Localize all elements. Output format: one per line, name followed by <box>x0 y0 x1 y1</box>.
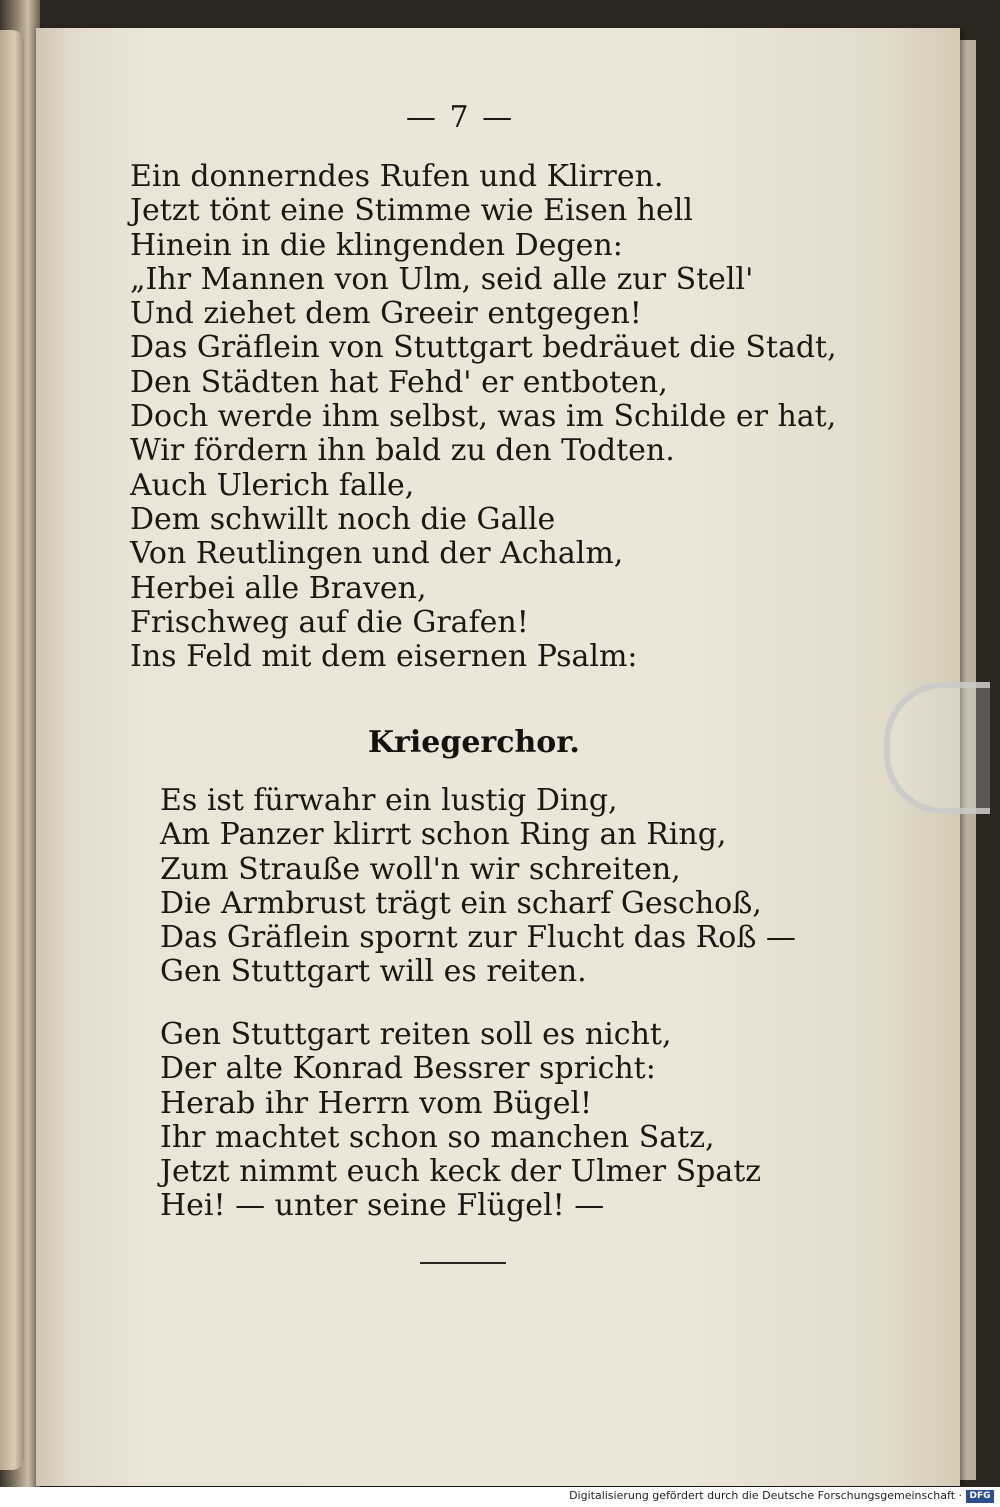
verse-line: Ihr machtet schon so manchen Satz, <box>160 1119 715 1155</box>
end-divider <box>420 1262 506 1264</box>
verse-line: Den Städten hat Fehd' er entboten, <box>130 364 668 400</box>
verse-line: Wir fördern ihn bald zu den Todten. <box>130 433 675 469</box>
poem-part-1 <box>130 159 837 675</box>
verse-line: Auch Ulerich falle, <box>130 467 415 503</box>
verse-line: Das Gräflein von Stuttgart bedräuet die Stadt, <box>130 330 837 366</box>
verse-line: Jetzt tönt eine Stimme wie Eisen hell <box>130 193 693 229</box>
stanza-1 <box>160 784 840 990</box>
page-clip <box>884 682 990 814</box>
stanza-2 <box>160 1018 840 1224</box>
verse-line: Dem schwillt noch die Galle <box>130 501 556 537</box>
verse-line: Herbei alle Braven, <box>130 570 427 606</box>
page-number: — 7 — <box>405 100 515 135</box>
verse-line: Das Gräflein spornt zur Flucht das Roß — <box>160 920 796 956</box>
verse-line: Der alte Konrad Bessrer spricht: <box>160 1051 656 1087</box>
footer-credit: Digitalisierung gefördert durch die Deutsche Forschungsgemeinschaft · <box>569 1489 962 1502</box>
verse-line: Von Reutlingen und der Achalm, <box>130 536 624 572</box>
book-left-edge <box>0 30 24 1470</box>
verse-line: Am Panzer klirrt schon Ring an Ring, <box>160 817 727 853</box>
verse-line: Die Armbrust trägt ein scharf Geschoß, <box>160 885 762 921</box>
verse-line: Hinein in die klingenden Degen: <box>130 227 623 263</box>
verse-line: Gen Stuttgart reiten soll es nicht, <box>160 1017 672 1052</box>
section-heading: Kriegerchor. <box>368 725 580 760</box>
verse-line: Jetzt nimmt euch keck der Ulmer Spatz <box>160 1154 762 1190</box>
verse-line: Frischweg auf die Grafen! <box>130 604 529 640</box>
verse-line: Doch werde ihm selbst, was im Schilde er hat, <box>130 399 837 435</box>
book-left-pages <box>0 0 40 1507</box>
dfg-logo: DFG <box>966 1490 994 1503</box>
verse-line: Zum Strauße woll'n wir schreiten, <box>160 851 681 887</box>
verse-line: Gen Stuttgart will es reiten. <box>160 954 587 990</box>
verse-line: Herab ihr Herrn vom Bügel! <box>160 1085 593 1121</box>
footer-bar <box>0 1487 1000 1507</box>
verse-line: Und ziehet dem Greeir entgegen! <box>130 296 642 332</box>
verse-line: „Ihr Mannen von Ulm, seid alle zur Stell' <box>130 261 754 297</box>
verse-line: Ins Feld mit dem eisernen Psalm: <box>130 639 638 675</box>
verse-line: Ein donnerndes Rufen und Klirren. <box>130 159 664 194</box>
verse-line: Hei! — unter seine Flügel! — <box>160 1188 605 1224</box>
verse-line: Es ist fürwahr ein lustig Ding, <box>160 783 618 818</box>
